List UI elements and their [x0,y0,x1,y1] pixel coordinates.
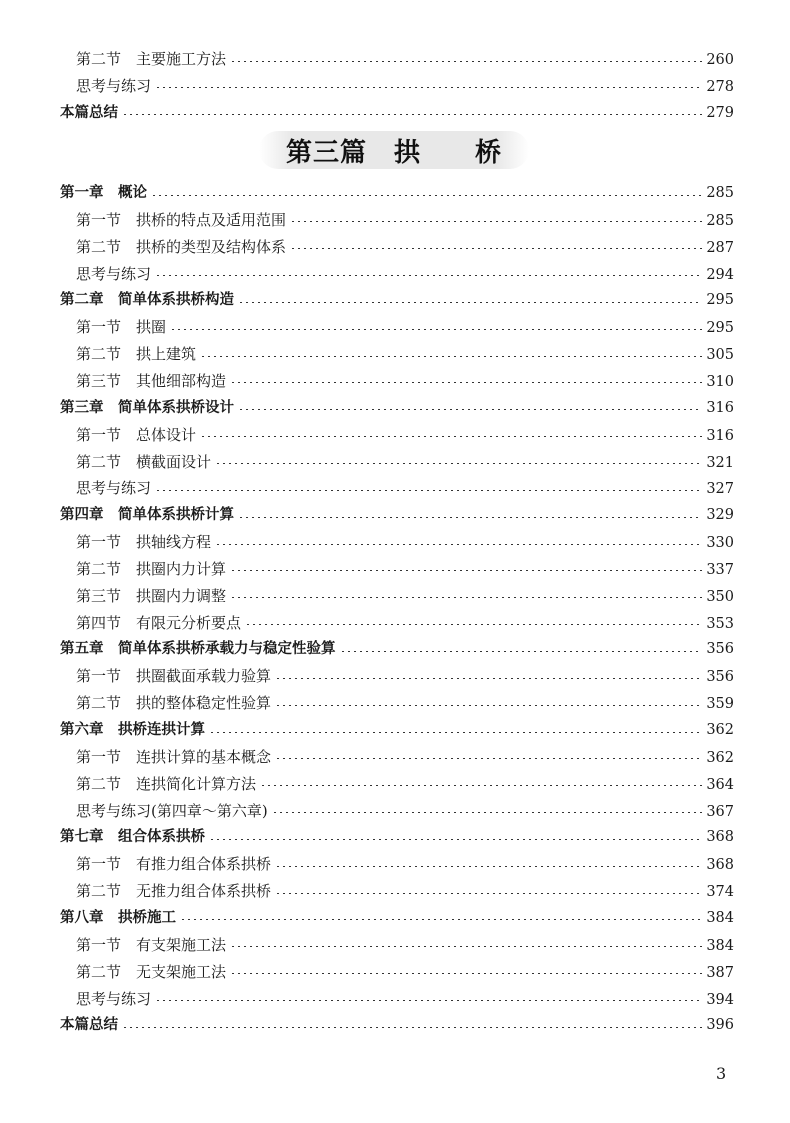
toc-entry-label: 第一节 连拱计算的基本概念 [76,747,272,766]
toc-entry-label: 第二节 连拱简化计算方法 [76,774,257,793]
toc-entry-label: 第三节 其他细部构造 [76,371,227,390]
toc-section-entry [76,798,734,824]
toc-chapter-entry [60,1012,734,1038]
dot-leader [275,705,702,706]
dot-leader [215,544,702,545]
toc-entry-page: 359 [706,696,734,713]
toc-entry-label: 第二节 拱的整体稳定性验算 [76,694,272,713]
part-title-banner [259,131,529,169]
dot-leader [230,382,702,383]
toc-entry-label: 第一节 有推力组合体系拱桥 [76,855,272,874]
toc-entry-page: 356 [706,641,734,658]
toc-chapter-entry [60,636,734,662]
toc-entry-label: 第四节 有限元分析要点 [76,613,242,632]
toc-section-entry [76,878,734,904]
toc-entry-label: 第二节 拱桥的类型及结构体系 [76,237,287,256]
toc-section-entry [76,663,734,689]
toc-section-entry [76,556,734,582]
toc-entry-label: 思考与练习 [76,479,152,498]
toc-entry-page: 367 [706,803,734,820]
dot-leader [238,409,702,410]
toc-section-entry [76,422,734,448]
toc-entry-page: 356 [706,669,734,686]
toc-entry-label: 思考与练习(第四章～第六章) [76,801,268,820]
toc-section-entry [76,449,734,475]
toc-entry-label: 本篇总结 [60,1017,118,1034]
dot-leader [275,893,702,894]
toc-entry-label: 第一节 拱桥的特点及适用范围 [76,210,287,229]
toc-entry-page: 321 [706,454,734,471]
toc-entry-label: 第一节 拱圈截面承载力验算 [76,667,272,686]
dot-leader [122,1027,702,1028]
toc-chapter-entry [60,180,734,206]
dot-leader [275,866,702,867]
dot-leader [200,356,702,357]
toc-entry-page: 329 [706,507,734,524]
toc-entry-label: 思考与练习 [76,264,152,283]
toc-section-entry [76,744,734,770]
toc-entry-page: 364 [706,776,734,793]
toc-chapter-entry [60,100,734,126]
toc-entry-label: 第三章 简单体系拱桥设计 [60,399,234,416]
toc-entry-page: 396 [706,1017,734,1034]
toc-section-entry [76,690,734,716]
part-title: 第三篇 拱 桥 [285,137,502,168]
dot-leader [230,973,702,974]
toc-section-entry [76,986,734,1012]
toc-entry-page: 295 [706,292,734,309]
dot-leader [238,302,702,303]
toc-entry-label: 第二节 无推力组合体系拱桥 [76,882,272,901]
toc-section-entry [76,73,734,99]
dot-leader [290,221,702,222]
toc-section-entry [76,475,734,501]
dot-leader [230,61,702,62]
dot-leader [290,248,702,249]
dot-leader [245,624,702,625]
toc-section-entry [76,234,734,260]
toc-section-entry [76,529,734,555]
toc-entry-label: 第一节 有支架施工法 [76,935,227,954]
toc-entry-page: 287 [706,239,734,256]
toc-entry-label: 第二节 拱上建筑 [76,345,197,364]
toc-chapter-entry [60,502,734,528]
toc-entry-page: 368 [706,857,734,874]
dot-leader [122,114,702,115]
dot-leader [238,517,702,518]
toc-entry-label: 第一节 拱圈 [76,318,167,337]
toc-entry-label: 第二节 无支架施工法 [76,962,227,981]
toc-section-entry [76,314,734,340]
toc-section-entry [76,932,734,958]
toc-entry-label: 第一节 总体设计 [76,425,197,444]
toc-entry-page: 394 [706,991,734,1008]
toc-entry-label: 第七章 组合体系拱桥 [60,829,205,846]
toc-entry-label: 第二节 横截面设计 [76,452,212,471]
toc-entry-page: 362 [706,749,734,766]
toc-entry-label: 第二节 拱圈内力计算 [76,559,227,578]
toc-entry-page: 327 [706,481,734,498]
dot-leader [230,946,702,947]
toc-chapter-entry [60,824,734,850]
dot-leader [230,570,702,571]
toc-entry-label: 第四章 简单体系拱桥计算 [60,507,234,524]
toc-entry-page: 316 [706,427,734,444]
toc-entry-page: 362 [706,722,734,738]
toc-entry-page: 330 [706,535,734,552]
toc-entry-page: 384 [706,937,734,954]
toc-entry-label: 第六章 拱桥连拱计算 [60,722,205,738]
dot-leader [275,678,702,679]
toc-section-entry [76,610,734,636]
toc-chapter-entry [60,287,734,313]
toc-entry-page: 285 [706,212,734,229]
toc-section-entry [76,583,734,609]
dot-leader [170,329,702,330]
dot-leader [260,785,702,786]
toc-entry-label: 思考与练习 [76,989,152,1008]
toc-entry-label: 本篇总结 [60,104,118,121]
toc-section-entry [76,959,734,985]
toc-section-entry [76,261,734,287]
toc-section-entry [76,771,734,797]
dot-leader [209,732,702,733]
toc-entry-page: 387 [706,964,734,981]
toc-entry-page: 305 [706,347,734,364]
toc-chapter-entry [60,905,734,931]
dot-leader [230,597,702,598]
toc-section-entry [76,368,734,394]
toc-entry-page: 368 [706,829,734,846]
toc-section-entry [76,207,734,233]
dot-leader [200,436,702,437]
dot-leader [275,758,702,759]
toc-entry-page: 310 [706,373,734,390]
toc-entry-page: 316 [706,399,734,416]
dot-leader [272,812,703,813]
dot-leader [180,919,702,920]
toc-entry-page: 384 [706,909,734,926]
toc-entry-page: 295 [706,320,734,337]
toc-entry-page: 294 [706,266,734,283]
toc-entry-page: 374 [706,884,734,901]
toc-entry-page: 337 [706,561,734,578]
toc-entry-page: 353 [706,615,734,632]
toc-entry-label: 第八章 拱桥施工 [60,909,176,926]
toc-entry-label: 第一节 拱轴线方程 [76,533,212,552]
page-number: 3 [716,1064,727,1083]
dot-leader [151,195,702,196]
toc-entry-page: 278 [706,78,734,95]
toc-entry-page: 279 [706,104,734,121]
toc-chapter-entry [60,395,734,421]
toc-entry-label: 第三节 拱圈内力调整 [76,586,227,605]
toc-entry-page: 350 [706,588,734,605]
dot-leader [215,463,702,464]
toc-entry-label: 第二节 主要施工方法 [76,50,227,68]
toc-entry-label: 第五章 简单体系拱桥承载力与稳定性验算 [60,641,336,658]
toc-chapter-entry [60,717,734,743]
toc-entry-label: 第一章 概论 [60,185,147,201]
dot-leader [155,275,702,276]
dot-leader [209,839,702,840]
toc-entry-label: 思考与练习 [76,76,152,95]
toc-section-entry [76,341,734,367]
toc-entry-page: 285 [706,185,734,201]
toc-entry-page: 260 [706,52,734,68]
dot-leader [340,651,703,652]
toc-section-entry [76,46,734,72]
dot-leader [155,87,702,88]
toc-entry-label: 第二章 简单体系拱桥构造 [60,292,234,309]
dot-leader [155,1000,702,1001]
toc-section-entry [76,851,734,877]
dot-leader [155,490,702,491]
